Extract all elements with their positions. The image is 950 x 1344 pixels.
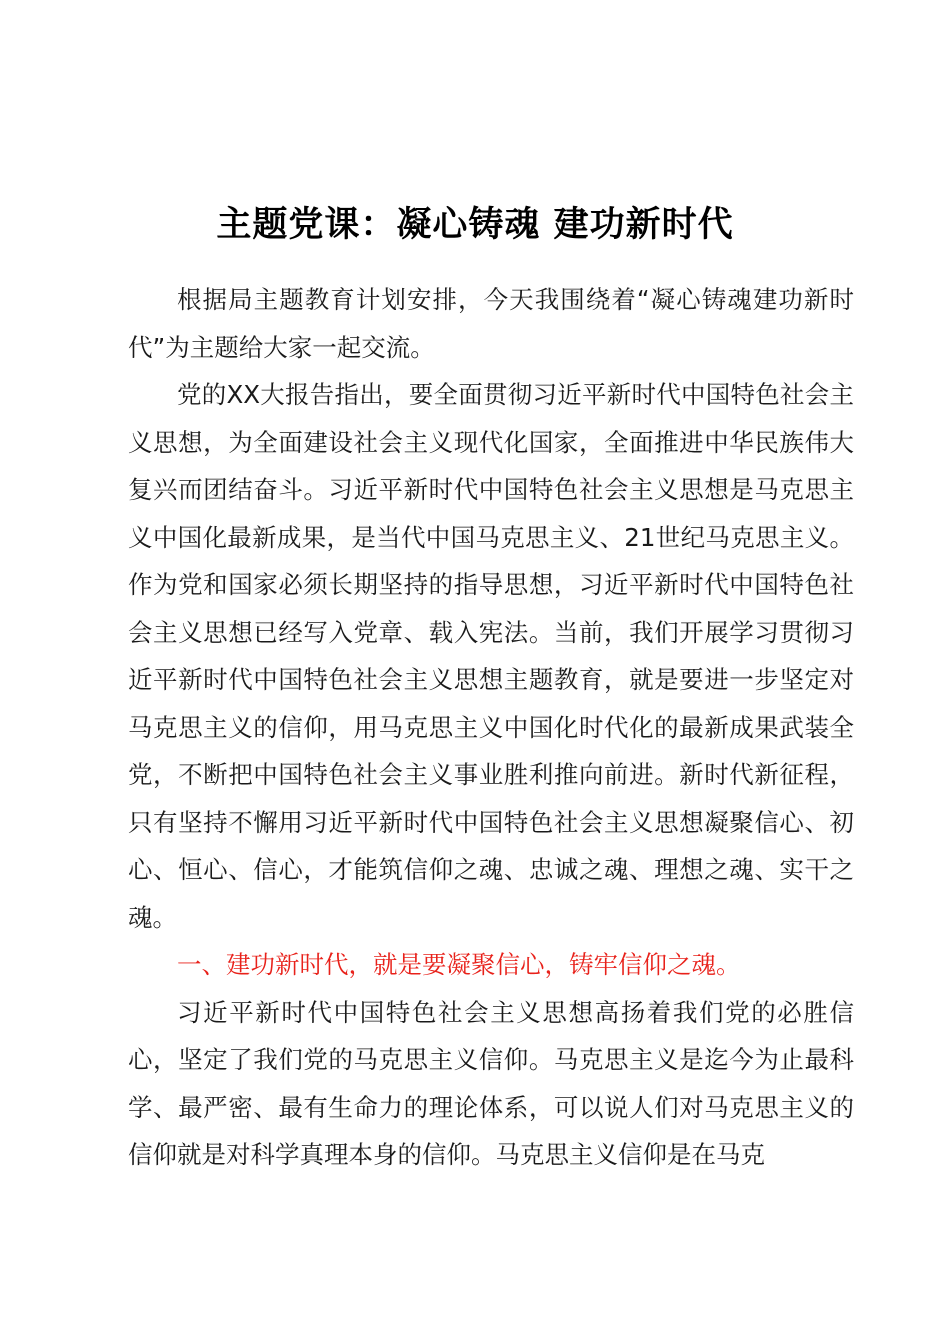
intro-paragraph: 根据局主题教育计划安排，今天我围绕着“凝心铸魂建功新时代”为主题给大家一起交流。 bbox=[128, 285, 854, 362]
body-paragraph: 习近平新时代中国特色社会主义思想高扬着我们党的必胜信心，坚定了我们党的马克思主义信仰。马克思主义是迄今为止最科学、最严密、最有生命力的理论体系，可以说人们对马克思主义的信仰就是对科学真理本身的信仰。马克思主义信仰是在马克 bbox=[128, 997, 854, 1169]
section-heading: 一、建功新时代，就是要凝聚信心，铸牢信仰之魂。 bbox=[177, 950, 741, 979]
body-paragraph: 党的XX大报告指出，要全面贯彻习近平新时代中国特色社会主义思想，为全面建设社会主义现代化国家，全面推进中华民族伟大复兴而团结奋斗。习近平新时代中国特色社会主义思想是马克思主义中国化最新成果，是当代中国马克思主义、21世纪马克思主义。作为党和国家必须长期坚持的指导思想，习近平新时代中国特色社会主义思想已经写入党章、载入宪法。当前，我们开展学习贯彻习近平新时代中国特色社会主义思想主题教育，就是要进一步坚定对马克思主义的信仰，用马克思主义中国化时代化的最新成果武装全党，不断把中国特色社会主义事业胜利推向前进。新时代新征程，只有坚持不懈用习近平新时代中国特色社会主义思想凝聚信心、初心、恒心、信心，才能筑信仰之魂、忠诚之魂、理想之魂、实干之魂。 bbox=[128, 380, 854, 932]
document-body bbox=[128, 276, 854, 1179]
document-title: 主题党课：凝心铸魂 建功新时代 bbox=[216, 205, 734, 245]
